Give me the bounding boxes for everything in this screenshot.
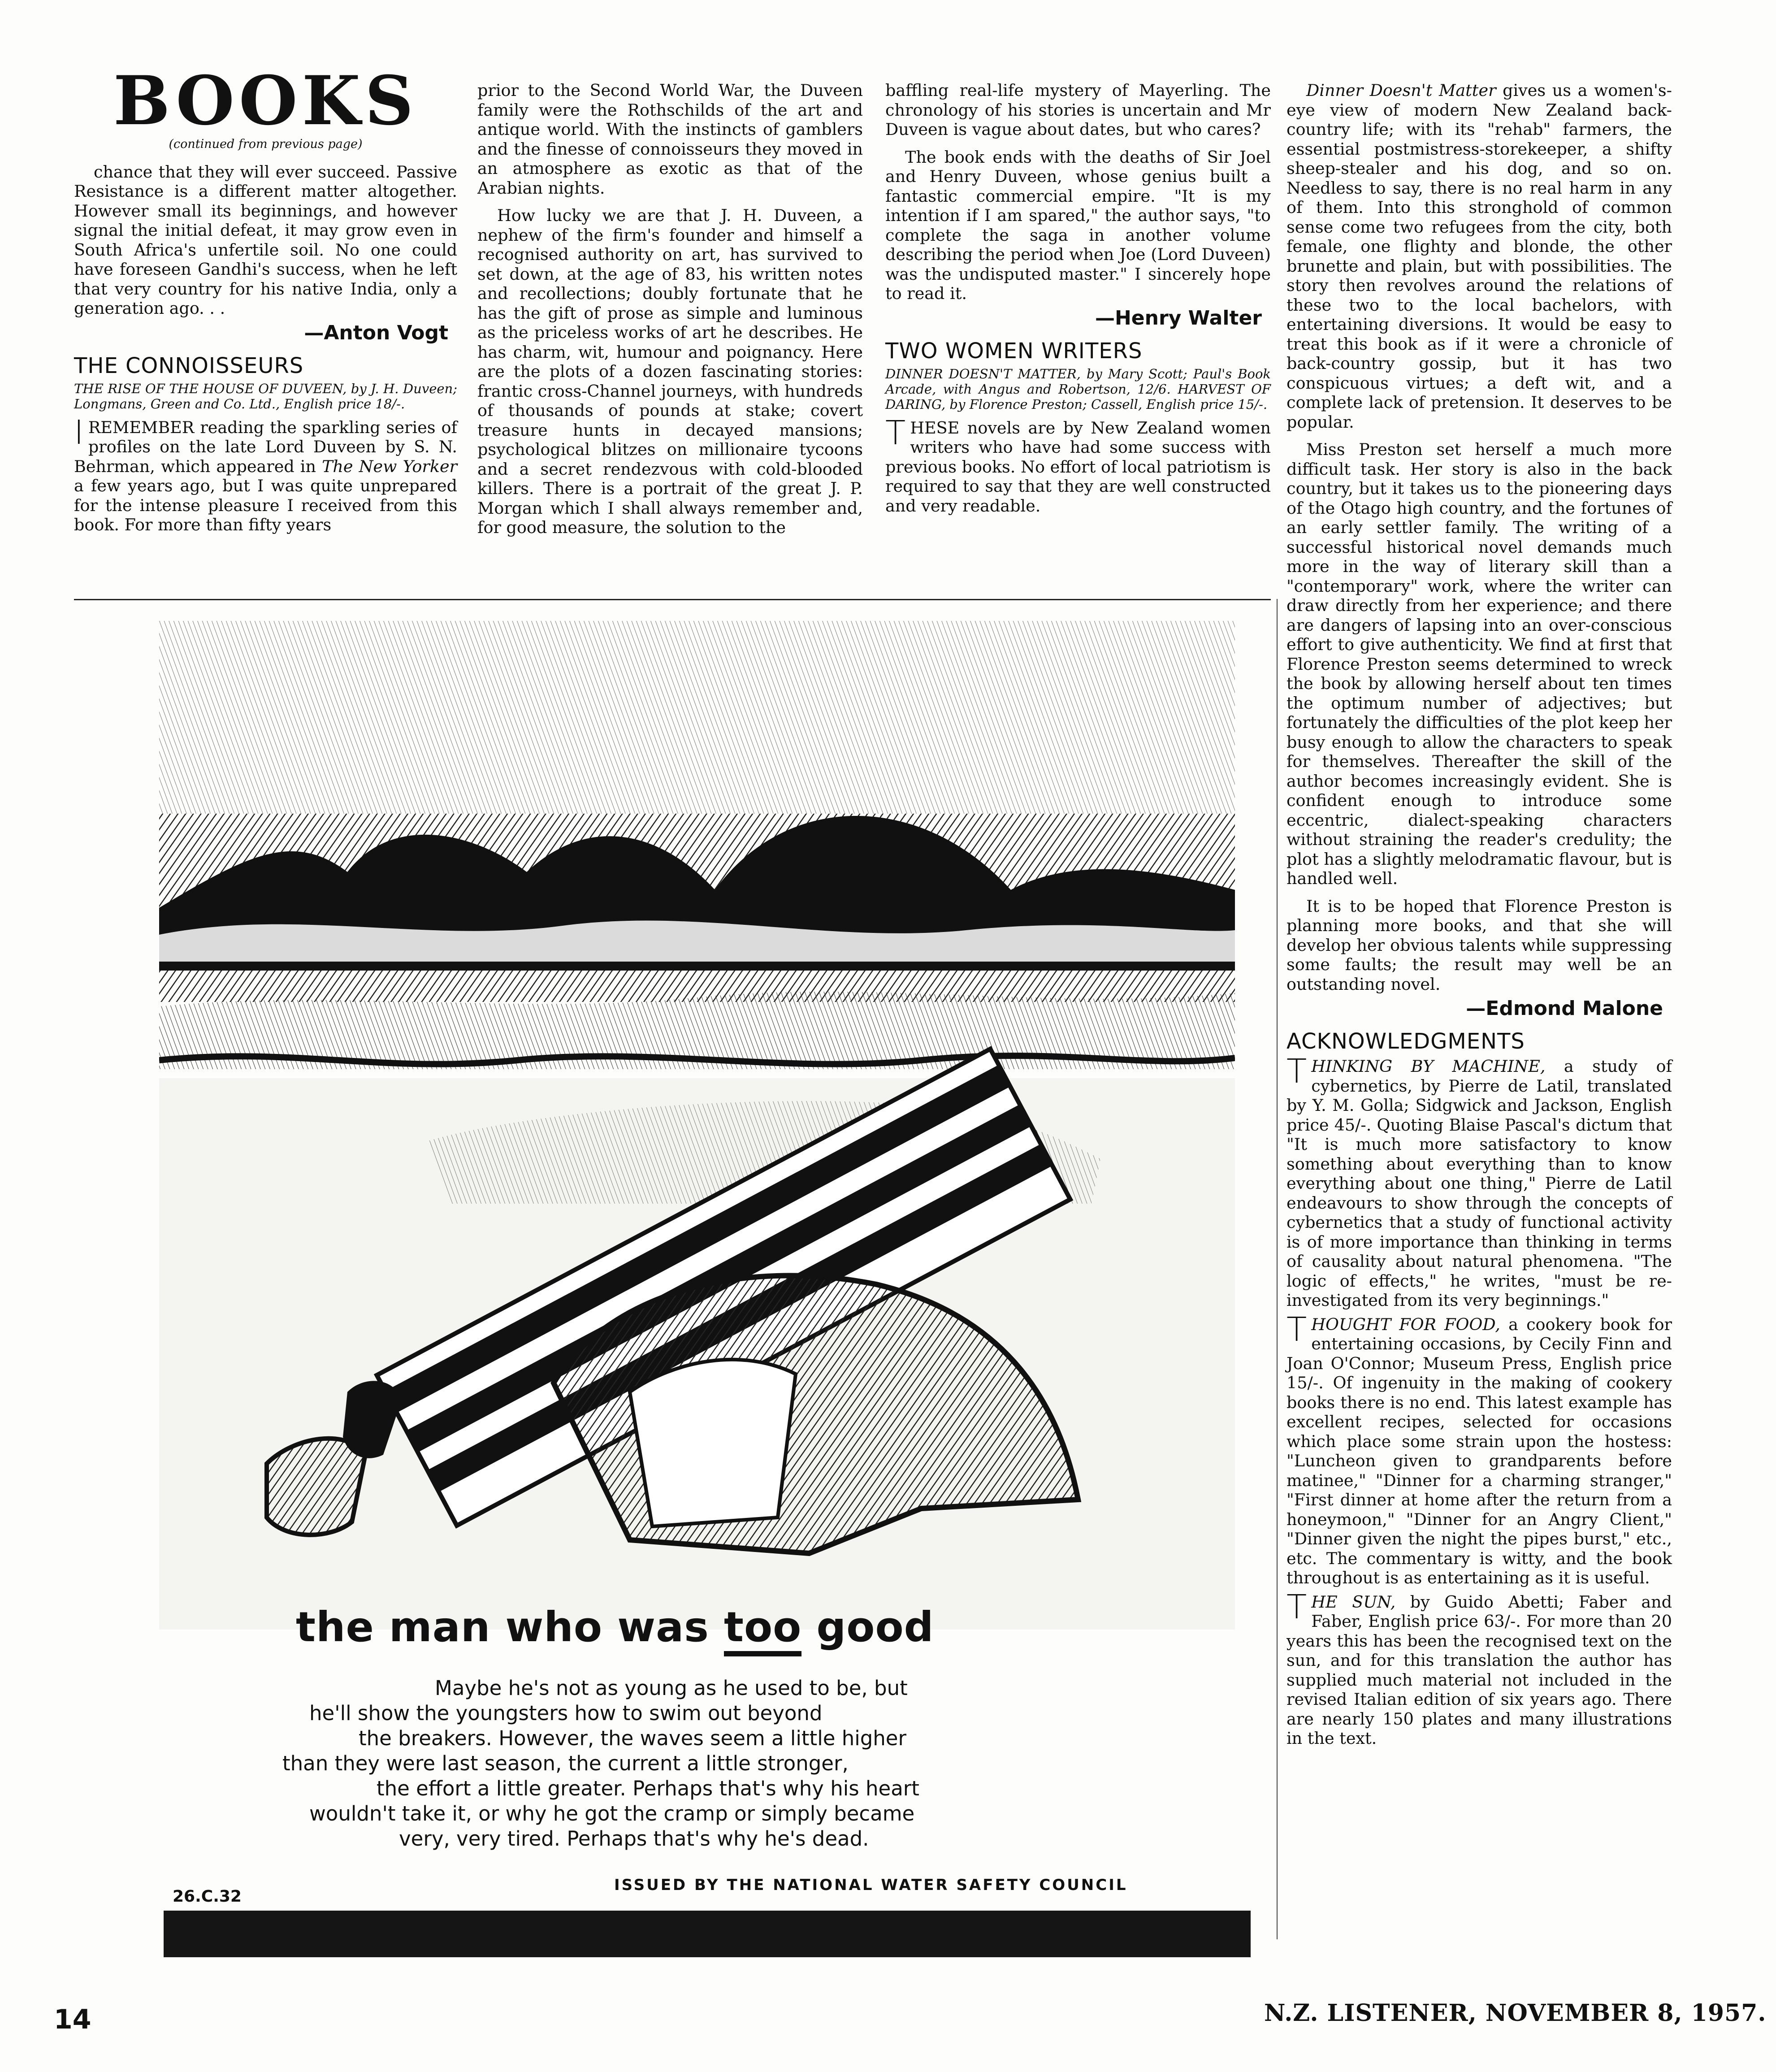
column-rule-vertical [1277,599,1278,1939]
duveen-review-p4: The book ends with the deaths of Sir Joel and Henry Duveen, whose genius built a fantastic commercial empire. "It is my intention if I am spared," the author says, "to complete the saga in another volume describing the period when Joe (Lord Duveen) was the undisputed master." I sincerely hope to read it. [885,147,1271,303]
column-1 [74,61,457,535]
bib-women-writers: DINNER DOESN'T MATTER, by Mary Scott; Paul's Book Arcade, with Angus and Robertson, 12/6. HARVEST OF DARING, by Florence Preston; Cassell, English price 15/-. [885,366,1271,412]
duveen-review-p3: baffling real-life mystery of Mayerling. The chronology of his stories is uncertain and Mr Duveen is vague about dates, but who cares? [885,81,1271,139]
duveen-review-opening: IREMEMBER reading the sparkling series of profiles on the late Lord Duveen by S. N. Behrman, which appeared in The New Yorker a few years ago, but I was quite unprepared for the intense pleasure I received from this book. For more than fifty years [74,413,457,534]
advert-issuer: ISSUED BY THE NATIONAL WATER SAFETY COUNCIL [614,1876,1128,1894]
page-number: 14 [54,2004,91,2035]
continued-note: (continued from previous page) [169,137,363,151]
ack-the-sun: THE SUN, by Guido Abetti; Faber and Faber, English price 63/-. For more than 20 years this has been the recognised text on the sun, and for this translation the author has supplied much material not included in the revised Italian edition of six years ago. There are nearly 150 plates and many illustrations in the text. [1287,1587,1672,1748]
vogt-review-ending: chance that they will ever succeed. Passive Resistance is a different matter altogether. However small its beginnings, and however signal the initial defeat, it may grow even in South Africa's unfertile soil. No one could have foreseen Gandhi's success, when he left that very country for his native India, only a generation ago. . . [74,162,457,318]
advert-body: Maybe he's not as young as he used to be, but he'll show the youngsters how to swim out beyond the breakers. However, the waves seem a little higher than they were last season, the current a little stronger, the effort a little greater. Perhaps that's why his heart wouldn't take it, or why he got the cramp or simply became very, very tired. Perhaps that's why he's dead. [282,1676,919,1851]
drop-cap: I [74,413,84,452]
advert-headline-emphasis: too [724,1603,801,1656]
heading-acknowledgments: ACKNOWLEDGMENTS [1287,1029,1525,1054]
dinner-review: Dinner Doesn't Matter gives us a women's-eye view of modern New Zealand back-country life; with its "rehab" farmers, the essential postmistress-storekeeper, a shifty sheep-stealer and his dog, and so on. Needless to say, there is no real harm in any of them. Into this stronghold of common sense come two refugees from the city, both female, one flighty and blonde, the other brunette and plain, but with possibilities. The story then revolves around the relations of these two to the local bachelors, with entertaining diversions. It would be easy to treat this book as if it were a chronicle of back-country gossip, but it has two conspicuous virtues; a deft wit, and a complete lack of pretension. It deserves to be popular. [1287,81,1672,432]
magazine-title: The New Yorker [322,456,457,476]
beach-towel-illustration [159,621,1235,1630]
column-rule-horizontal [74,599,1271,600]
column-3 [885,81,1271,516]
drop-cap: T [885,413,906,452]
bib-house-of-duveen: THE RISE OF THE HOUSE OF DUVEEN, by J. H. Duveen; Longmans, Green and Co. Ltd., English price 18/-. [74,381,457,412]
advert-black-bar [164,1911,1251,1957]
advert-headline: the man who was too good [296,1603,1013,1652]
section-masthead: BOOKS [113,61,418,140]
duveen-review-p1: prior to the Second World War, the Duveen family were the Rothschilds of the art and antique world. With the instincts of gamblers and the finesse of connoisseurs they moved in an atmosphere as exotic as that of the Arabian nights. [477,81,863,198]
heading-two-women-writers: TWO WOMEN WRITERS [885,338,1143,364]
duveen-review-p2: How lucky we are that J. H. Duveen, a nephew of the firm's founder and himself a recognised authority on art, has survived to set down, at the age of 83, his written notes and recollections; doubly fortunate that he has the gift of prose as simple and luminous as the priceless works of art he describes. He has charm, wit, humour and poignancy. Here are the plots of a dozen fascinating stories: frantic cross-Channel journeys, with hundreds of thousands of pounds at stake; covert treasure hunts in decayed mansions; psychological blitzes on millionaire tycoons and a secret rendezvous with cold-blooded killers. There is a portrait of the great J. P. Morgan which I shall always remember and, for good measure, the solution to the [477,206,863,537]
advert-code: 26.C.32 [173,1887,242,1906]
signature-henry-walter: —Henry Walter [1095,306,1262,329]
women-writers-opening: THESE novels are by New Zealand women writers who have had some success with previous books. No effort of local patriotism is required to say that they are well constructed and very readable. [885,413,1271,516]
preston-conclusion: It is to be hoped that Florence Preston is planning more books, and that she will develop her obvious talents while suppressing some faults; the result may well be an outstanding novel. [1287,896,1672,994]
preston-review: Miss Preston set herself a much more difficult task. Her story is also in the back country, but it takes us to the pioneering days of the Otago high country, and the fortunes of an early settler family. The writing of a successful historical novel demands much more in the way of literary skill than a "contemporary" work, where the writer can draw directly from her experience; and there are dangers of lapsing into an over-conscious effort to give authenticity. We find at first that Florence Preston seems determined to wreck the book by allowing herself about ten times the optimum number of adjectives; but fortunately the difficulties of the plot keep her busy enough to allow the characters to speak for themselves. Thereafter the skill of the author becomes increasingly evident. She is confident enough to introduce some eccentric, dialect-speaking characters without straining the reader's credulity; the plot has a slightly melodramatic flavour, but is handled well. [1287,440,1672,888]
signature-edmond-malone: —Edmond Malone [1466,997,1663,1020]
ack-thinking-by-machine: THINKING BY MACHINE, a study of cybernetics, by Pierre de Latil, translated by Y. M. Golla; Sidgwick and Jackson, English price 45/-. Quoting Blaise Pascal's dictum that "It is much more satisfactory to know something about everything than to know everything about one thing," Pierre de Latil endeavours to show through the concepts of cybernetics that a study of functional activity is of more importance than thinking in terms of causality about natural phenomena. "The logic of effects," he writes, "must be re-investigated from its very beginnings." [1287,1052,1672,1310]
heading-connoisseurs: THE CONNOISSEURS [74,353,304,378]
ack-thought-for-food: THOUGHT FOR FOOD, a cookery book for entertaining occasions, by Cecily Finn and Joan O'Connor; Museum Press, English price 15/-. Of ingenuity in the making of cookery books there is no end. This latest example has excellent recipes, selected for occasions which place some strain upon the hostess: "Luncheon given to grandparents before matinee," "Dinner for a charming stranger," "First dinner at home after the return from a honeymoon," "Dinner for an Angry Client," "Dinner given the night the pipes burst," etc., etc. The commentary is witty, and the book throughout is as entertaining as it is useful. [1287,1310,1672,1587]
signature-anton-vogt: —Anton Vogt [304,321,448,344]
publication-line: N.Z. LISTENER, NOVEMBER 8, 1957. [1264,1999,1767,2027]
column-2 [477,81,863,538]
column-4 [1287,81,1672,1748]
